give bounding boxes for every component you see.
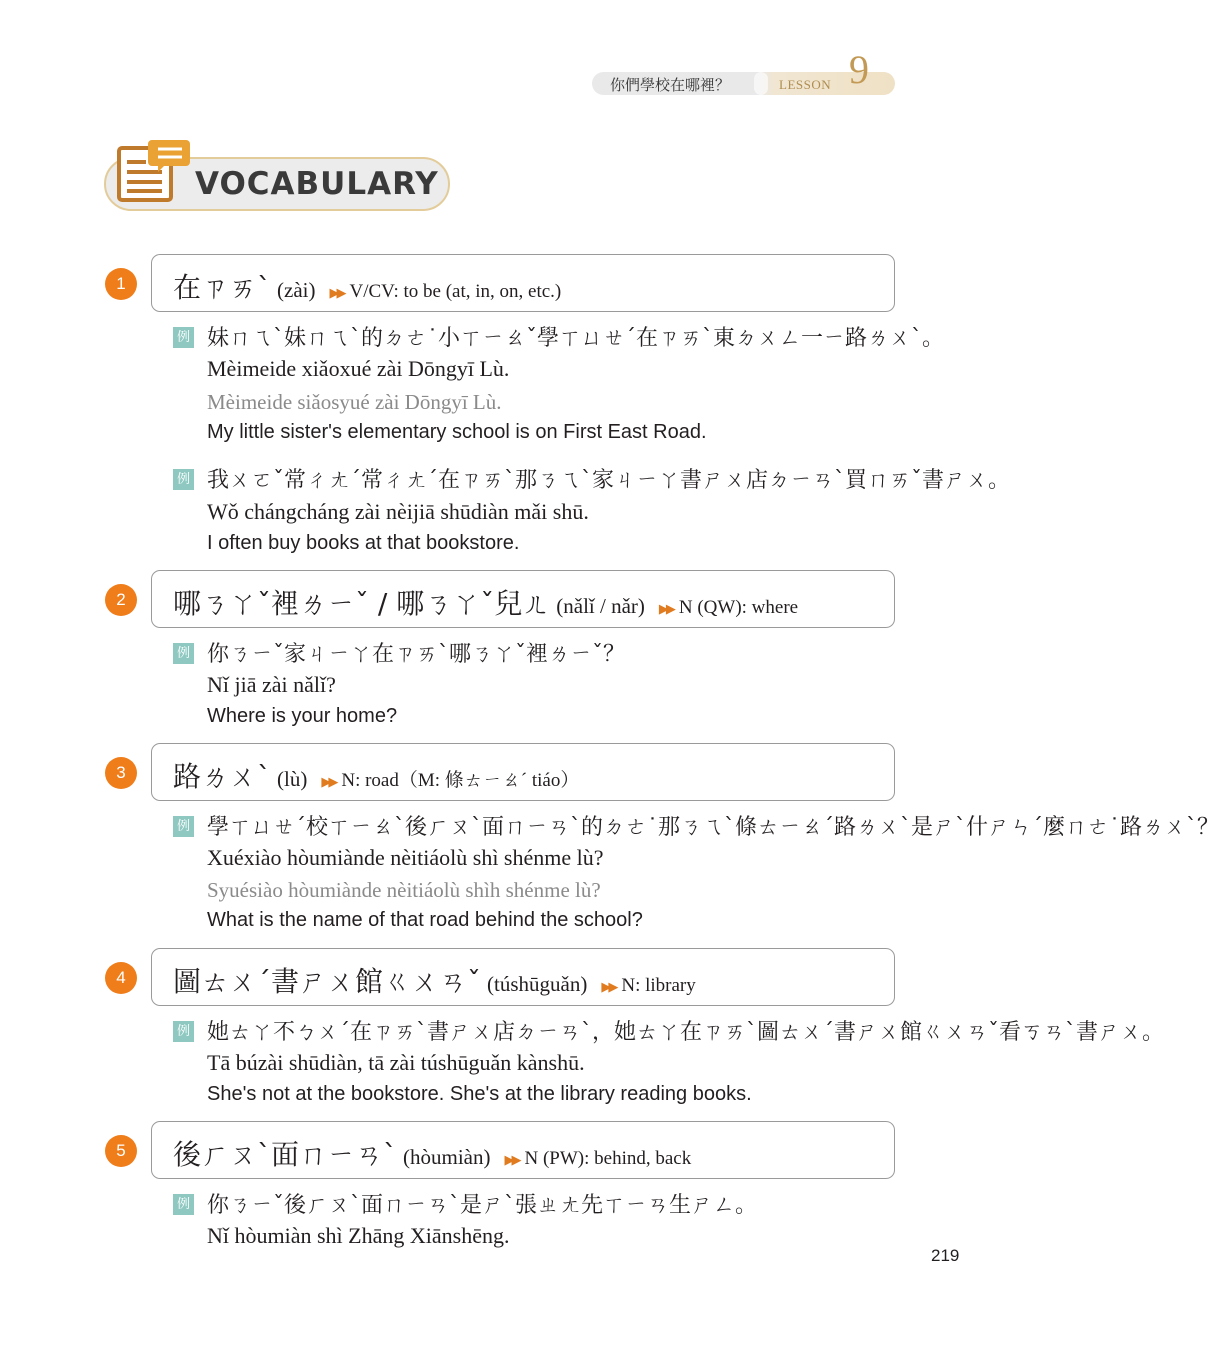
example-han: 我ㄨㄛˇ常ㄔㄤˊ常ㄔㄤˊ在ㄗㄞˋ那ㄋㄟˋ家ㄐㄧㄚ書ㄕㄨ店ㄉㄧㄢˋ買ㄇㄞˇ書ㄕㄨ。 <box>207 468 1011 493</box>
entry-headword <box>173 1133 691 1173</box>
entry-number: 4 <box>105 962 137 994</box>
headword-definition: N (PW): behind, back <box>524 1148 692 1169</box>
example-pinyin: Nǐ jiā zài nǎlǐ? <box>207 672 336 697</box>
entry-headword <box>173 266 561 306</box>
entry-headword <box>173 960 696 1000</box>
headword-pinyin: (nǎlǐ / nǎr) <box>556 594 645 618</box>
example-pinyin: Tā búzài shūdiàn, tā zài túshūguǎn kànshū. <box>207 1050 585 1075</box>
example-pinyin: Nǐ hòumiàn shì Zhāng Xiānshēng. <box>207 1223 510 1248</box>
lesson-title: 你們學校在哪裡？ <box>610 76 731 94</box>
header-divider <box>754 72 768 95</box>
entry-number: 2 <box>105 584 137 616</box>
example-badge: 例 <box>173 643 194 664</box>
entry-number: 1 <box>105 268 137 300</box>
example-han: 她ㄊㄚ不ㄅㄨˊ在ㄗㄞˋ書ㄕㄨ店ㄉㄧㄢˋ，她ㄊㄚ在ㄗㄞˋ圖ㄊㄨˊ書ㄕㄨ館ㄍㄨㄢˇ看ㄎㄢˋ書ㄕㄨ。 <box>207 1020 1165 1045</box>
headword-pinyin: (lù) <box>277 767 308 791</box>
example-pinyin: Wǒ chángcháng zài nèijiā shūdiàn mǎi shū. <box>207 499 589 524</box>
page-number: 219 <box>931 1246 960 1265</box>
notebook-icon <box>116 138 192 204</box>
example-pinyin: Xuéxiào hòumiànde nèitiáolù shì shénme lù? <box>207 845 604 870</box>
headword-han: 路ㄌㄨˋ <box>173 760 272 793</box>
headword-definition: V/CV: to be (at, in, on, etc.) <box>349 281 562 302</box>
example-english: What is the name of that road behind the school? <box>207 909 643 931</box>
headword-pinyin: (túshūguǎn) <box>487 972 588 996</box>
example-badge: 例 <box>173 327 194 348</box>
double-arrow-icon: ▶▶ <box>321 775 336 790</box>
example-english: I often buy books at that bookstore. <box>207 532 520 554</box>
section-title: VOCABULARY <box>195 166 439 202</box>
example-badge: 例 <box>173 816 194 837</box>
example-english: Where is your home? <box>207 705 398 727</box>
headword-definition: N: library <box>621 975 696 996</box>
example-english: My little sister's elementary school is on First East Road. <box>207 421 707 443</box>
example-han: 你ㄋㄧˇ家ㄐㄧㄚ在ㄗㄞˋ哪ㄋㄚˇ裡ㄌㄧˇ？ <box>207 642 626 667</box>
double-arrow-icon: ▶▶ <box>329 286 344 301</box>
example-english: She's not at the bookstore. She's at the library reading books. <box>207 1083 752 1105</box>
headword-han: 哪ㄋㄚˇ裡ㄌㄧˇ / 哪ㄋㄚˇ兒ㄦ <box>173 587 551 620</box>
example-badge: 例 <box>173 1021 194 1042</box>
example-pinyin: Mèimeide xiǎoxué zài Dōngyī Lù. <box>207 356 510 381</box>
example-han: 學ㄒㄩㄝˊ校ㄒㄧㄠˋ後ㄏㄡˋ面ㄇㄧㄢˋ的ㄉㄜ˙那ㄋㄟˋ條ㄊㄧㄠˊ路ㄌㄨˋ是ㄕˋ什ㄕㄣˊ麼ㄇㄜ˙路ㄌㄨˋ？ <box>207 815 1219 840</box>
entry-headword <box>173 755 579 795</box>
headword-han: 後ㄏㄡˋ面ㄇㄧㄢˋ <box>173 1138 398 1171</box>
example-badge: 例 <box>173 469 194 490</box>
double-arrow-icon: ▶▶ <box>658 602 673 617</box>
headword-definition: N: road（M: 條ㄊㄧㄠˊ tiáo） <box>341 770 580 791</box>
example-han: 妹ㄇㄟˋ妹ㄇㄟˋ的ㄉㄜ˙小ㄒㄧㄠˇ學ㄒㄩㄝˊ在ㄗㄞˋ東ㄉㄨㄥ一ㄧ路ㄌㄨˋ。 <box>207 326 945 351</box>
headword-han: 圖ㄊㄨˊ書ㄕㄨ館ㄍㄨㄢˇ <box>173 965 482 998</box>
headword-definition: N (QW): where <box>678 597 799 618</box>
headword-pinyin: (hòumiàn) <box>403 1145 491 1169</box>
entry-number: 3 <box>105 757 137 789</box>
headword-han: 在ㄗㄞˋ <box>173 271 272 304</box>
headword-pinyin: (zài) <box>277 278 316 302</box>
entry-headword <box>173 582 798 622</box>
double-arrow-icon: ▶▶ <box>504 1153 519 1168</box>
example-badge: 例 <box>173 1194 194 1215</box>
example-han: 你ㄋㄧˇ後ㄏㄡˋ面ㄇㄧㄢˋ是ㄕˋ張ㄓㄤ先ㄒㄧㄢ生ㄕㄥ。 <box>207 1193 758 1218</box>
lesson-number: 9 <box>849 47 869 92</box>
double-arrow-icon: ▶▶ <box>601 980 616 995</box>
entry-number: 5 <box>105 1135 137 1167</box>
example-alt-pinyin: Mèimeide siǎosyué zài Dōngyī Lù. <box>207 390 502 414</box>
lesson-label: LESSON <box>779 77 832 92</box>
example-alt-pinyin: Syuésiào hòumiànde nèitiáolù shìh shénme lù? <box>207 878 601 902</box>
